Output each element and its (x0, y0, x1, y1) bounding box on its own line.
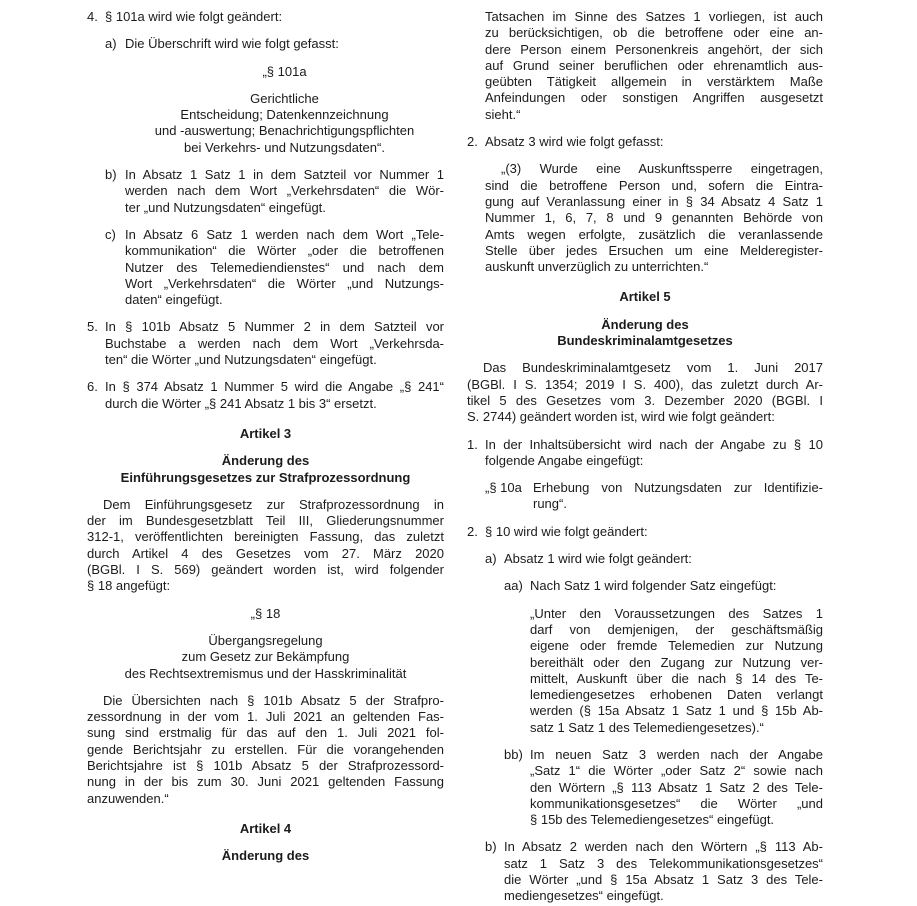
text-line: Die Übersichten nach § 101b Absatz 5 der Strafpro- (103, 692, 444, 708)
sub-item-label-bb: bb) (504, 746, 523, 762)
entry-10a-label: „§ 10a (485, 480, 522, 496)
text-line: ter „und Nutzungsdaten“ eingefügt. (125, 199, 326, 215)
text-line: In Absatz 1 Satz 1 in dem Satzteil vor Nummer 1 (125, 167, 444, 183)
sub-item-label-c: c) (105, 226, 116, 242)
text-line: Nach Satz 1 wird folgender Satz eingefügt: (530, 578, 777, 594)
text-line: die Wörter „und § 15a Absatz 1 Satz 3 des Tele- (504, 872, 823, 888)
sub-item-a-body (504, 551, 823, 828)
list-item-2-bka-body (485, 524, 823, 905)
text-line: „§ 18 (250, 605, 281, 621)
text-line: mittelt, Auskunft über die nach § 14 des Te- (530, 670, 823, 686)
sub-item-b-text (504, 839, 823, 904)
list-item-5 (87, 319, 444, 368)
text-line: „§ 101a (262, 63, 307, 79)
sub-item-4a-body (125, 36, 444, 156)
sub-item-4c (105, 227, 444, 308)
text-line: § 15b des Telemediengesetzes“ eingefügt. (530, 812, 775, 828)
text-line: kommunikationsgesetzes“ die Wörter „und (530, 795, 823, 811)
text-line: In § 101b Absatz 5 Nummer 2 in dem Satzteil vor (105, 319, 444, 335)
list-item-1-body (485, 437, 823, 513)
text-line: Das Bundeskriminalamtgesetz vom 1. Juni 2017 (483, 360, 823, 376)
text-line: § 10 wird wie folgt geändert: (485, 523, 648, 539)
text-line: Nummer 1, 6, 7, 8 und 9 genannten Behörde von (485, 210, 823, 226)
continuation-paragraph (485, 9, 823, 123)
sub-item-label-a-bka: a) (485, 551, 497, 567)
sub-item-label-b-bka: b) (485, 839, 497, 855)
continuation-paragraph-row (467, 9, 823, 123)
text-line: kommunikation“ die Wörter „oder die betroffenen (125, 243, 444, 259)
quoted-paragraph-unter (530, 606, 823, 736)
sub-item-label-b: b) (105, 167, 117, 183)
list-item-2-meldegesetz (467, 134, 823, 275)
text-line: geübten Tätigkeit allgemein in verstärktem Maße (485, 74, 823, 90)
list-item-4-body (105, 9, 444, 308)
text-line: Änderung des (601, 316, 689, 332)
list-number-5: 5. (87, 319, 98, 335)
list-item-2-bka-intro (485, 524, 823, 540)
sub-item-4a-text (125, 36, 444, 52)
sub-item-aa (504, 578, 823, 736)
text-line: auf Grund seiner beruflichen oder ehrenamtlich aus- (485, 57, 823, 73)
article-3-subtitle (87, 453, 444, 486)
text-line: „Satz 1“ die Wörter „oder Satz 2“ sowie nach (530, 763, 823, 779)
sub-item-label-a: a) (105, 36, 117, 52)
list-item-5-text (105, 319, 444, 368)
item-4-intro (105, 9, 444, 25)
article-5-title: Artikel 5 (619, 289, 671, 305)
list-item-2-intro (485, 134, 823, 150)
text-line: In § 374 Absatz 1 Nummer 5 wird die Angabe „§ 241“ (105, 379, 444, 395)
list-number-6: 6. (87, 379, 98, 395)
text-line: durch die Wörter „§ 241 Absatz 1 bis 3“ ersetzt. (105, 395, 377, 411)
paragraph-uebersichten (87, 693, 444, 807)
text-line: satz 1 Satz 1 des Telemediengesetzes).“ (530, 719, 764, 735)
list-item-1-text (485, 437, 823, 470)
text-line: mediengesetzes“ eingefügt. (504, 888, 664, 904)
list-item-2-bka (467, 524, 823, 905)
quoted-section-number-18 (87, 606, 444, 622)
article-4-subtitle (87, 848, 444, 864)
sub-item-4a (105, 36, 444, 156)
text-line: rung“. (533, 496, 567, 512)
text-line: zum Gesetz zur Bekämpfung (181, 649, 350, 665)
sub-item-4b-text (125, 167, 444, 216)
list-item-2-body (485, 134, 823, 275)
text-line: ten“ die Wörter „und Nutzungsdaten“ eingefügt. (105, 352, 377, 368)
sub-item-4c-text (125, 227, 444, 308)
text-line: darf von demjenigen, der geschäftsmäßig (530, 621, 823, 637)
text-line: bereithält oder den Zugang zur Nutzung ver- (530, 654, 823, 670)
list-item-6-text (105, 379, 444, 412)
sub-item-4b (105, 167, 444, 216)
text-line: durch Artikel 4 des Gesetzes vom 27. März 2020 (87, 545, 444, 561)
text-line: sung sind erstmalig für das auf den 1. Juli 2021 fol- (87, 725, 444, 741)
text-line: eigene oder fremde Telemedien zur Nutzung (530, 638, 823, 654)
text-line: auskunft unverzüglich zu unterrichten.“ (485, 259, 709, 275)
text-line: S. 2744) geändert worden ist, wird wie folgt geändert: (467, 409, 775, 425)
sub-item-aa-body (530, 578, 823, 736)
text-line: Stelle über jedes Ersuchen um eine Melderegister- (485, 242, 823, 258)
list-number-2-bka: 2. (467, 523, 478, 539)
text-line: „(3) Wurde eine Auskunftssperre eingetragen, (501, 161, 823, 177)
text-line: Änderung des (221, 848, 310, 864)
text-line: Entscheidung; Datenkennzeichnung (180, 107, 389, 123)
text-line: Anfeindungen oder sonstigen Angriffen ausgesetzt (485, 90, 823, 106)
text-line: § 101a wird wie folgt geändert: (105, 9, 283, 24)
paragraph-bundeskriminalamtgesetz (467, 360, 823, 425)
text-line: Amts wegen erfolgte, zusätzlich die veranlassende (485, 226, 823, 242)
list-item-4 (87, 9, 444, 308)
text-line: nung in der bis zum 30. Juni 2021 geltenden Fassung (87, 774, 444, 790)
list-item-6 (87, 379, 444, 412)
sub-item-b (485, 839, 823, 904)
text-line: In der Inhaltsübersicht wird nach der Angabe zu § 10 (485, 436, 823, 452)
text-line: Tatsachen im Sinne des Satzes 1 vorliegen, ist auch (485, 9, 823, 24)
text-line: § 18 angefügt: (87, 578, 171, 594)
entry-10a (485, 480, 823, 513)
text-line: 312-1, veröffentlichten bereinigten Fassung, das zuletzt (87, 529, 444, 545)
text-line: Absatz 3 wird wie folgt gefasst: (485, 134, 664, 150)
text-line: werden nach dem Wort „Verkehrsdaten“ die Wör- (125, 183, 444, 199)
text-line: bei Verkehrs- und Nutzungsdaten“. (184, 139, 385, 155)
text-line: der im Bundesgesetzblatt Teil III, Gliederungsnummer (87, 513, 444, 529)
entry-10a-text (533, 480, 823, 513)
list-number-2: 2. (467, 134, 478, 150)
text-line: In Absatz 6 Satz 1 werden nach dem Wort „Tele- (125, 226, 444, 242)
text-line: tikel 5 des Gesetzes vom 3. Dezember 2020 (BGBl. I (467, 392, 823, 408)
text-line: gende Berichtsjahr zu erstellen. Für die vorangehenden (87, 741, 444, 757)
left-column (87, 9, 444, 875)
article-5-subtitle (467, 317, 823, 350)
text-line: sieht.“ (485, 106, 521, 122)
sub-item-bb-text (530, 747, 823, 828)
text-line: daten“ eingefügt. (125, 292, 223, 308)
article-4-title: Artikel 4 (239, 820, 292, 836)
text-line: sind die betroffene Person und, sofern die Eintra- (485, 177, 823, 193)
text-line: Nutzer des Telemediendienstes“ und nach dem (125, 259, 444, 275)
text-line: gung auf Veranlassung einer in § 34 Absatz 4 Satz 1 (485, 193, 823, 209)
article-3-title: Artikel 3 (239, 425, 292, 441)
continuation-spacer (467, 9, 485, 123)
text-line: zu berücksichtigen, ob die betroffene oder eine an- (485, 25, 823, 41)
text-line: den Wörtern „§ 113 Absatz 1 Satz 2 des Tele- (530, 779, 823, 795)
sub-item-bb (504, 747, 823, 828)
text-line: (BGBl. I S. 1354; 2019 I S. 400), das zuletzt durch Ar- (467, 376, 823, 392)
text-line: folgende Angabe eingefügt: (485, 452, 644, 468)
text-line: Wort „Verkehrsdaten“ die Wörter „und Nutzungs- (125, 275, 444, 291)
text-line: zessordnung in der vom 1. Juli 2021 an geltenden Fas- (87, 709, 444, 725)
text-line: Erhebung von Nutzungsdaten zur Identifizie- (533, 480, 823, 496)
sub-item-aa-intro (530, 578, 823, 594)
text-line: Änderung des (221, 453, 310, 469)
text-line: werden (§ 15a Absatz 1 Satz 1 und § 15b Ab- (530, 703, 823, 719)
quoted-paragraph-absatz3 (485, 161, 823, 275)
sub-item-a (485, 551, 823, 828)
text-line: (BGBl. I S. 569) geändert worden ist, wird folgender (87, 562, 444, 578)
right-column (467, 9, 823, 905)
list-number-1: 1. (467, 436, 478, 452)
text-line: „Unter den Voraussetzungen des Satzes 1 (530, 605, 823, 621)
text-line: Einführungsgesetzes zur Strafprozessordnung (120, 469, 411, 485)
list-item-1-bka (467, 437, 823, 513)
text-line: des Rechtsextremismus und der Hasskriminalität (124, 665, 407, 681)
text-line: Bundeskriminalamtgesetzes (557, 333, 733, 349)
sub-item-label-aa: aa) (504, 578, 523, 594)
text-line: In Absatz 2 werden nach den Wörtern „§ 113 Ab- (504, 839, 823, 855)
text-line: und -auswertung; Benachrichtigungspflichten (154, 123, 415, 139)
text-line: Absatz 1 wird wie folgt geändert: (504, 551, 692, 567)
sub-item-a-intro (504, 551, 823, 567)
list-number-4: 4. (87, 9, 98, 24)
text-line: dere Person einem Personenkreis angehört, der sich (485, 41, 823, 57)
text-line: Im neuen Satz 3 werden nach der Angabe (530, 746, 823, 762)
text-line: Dem Einführungsgesetz zur Strafprozessordnung in (103, 496, 444, 512)
text-line: lemediengesetzes erhobenen Daten verlangt (530, 687, 823, 703)
paragraph-einfuehrungsgesetz (87, 497, 444, 595)
text-line: Berichtsjahre ist § 101b Absatz 5 der Strafprozessord- (87, 757, 444, 773)
quoted-section-number-101a (125, 64, 444, 80)
text-line: satz 1 Satz 3 des Telekommunikationsgesetzes“ (504, 855, 823, 871)
text-line: Übergangsregelung (208, 632, 323, 648)
quoted-section-title-18 (87, 633, 444, 682)
text-line: Gerichtliche (250, 90, 319, 106)
text-line: anzuwenden.“ (87, 790, 169, 806)
text-line: Die Überschrift wird wie folgt gefasst: (125, 36, 339, 52)
text-line: Buchstabe a werden nach dem Wort „Verkehrsda- (105, 335, 444, 351)
quoted-section-title-101a (125, 91, 444, 156)
